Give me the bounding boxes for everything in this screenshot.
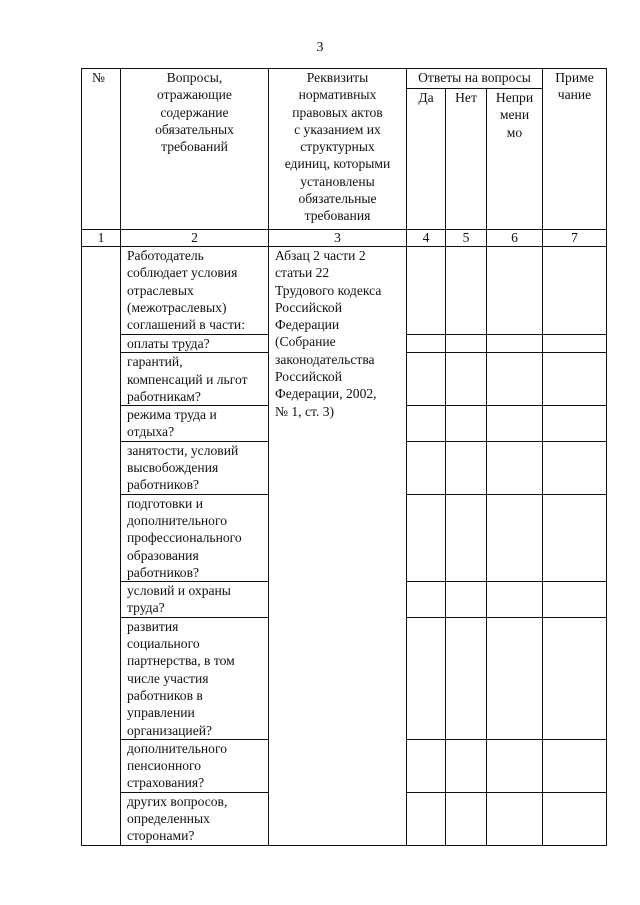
answer-na-cell xyxy=(487,617,543,739)
question-line: соблюдает условия xyxy=(127,265,238,281)
answer-yes-cell xyxy=(407,406,446,442)
answer-no-cell xyxy=(446,792,487,845)
question-line: подготовки и xyxy=(127,495,203,511)
answer-no-cell xyxy=(446,494,487,581)
requisites-line: Российской xyxy=(275,299,342,315)
answer-no-cell xyxy=(446,441,487,494)
question-line: гарантий, xyxy=(127,354,183,370)
note-cell xyxy=(543,739,607,792)
question-line: развития xyxy=(127,618,179,634)
question-line: сторонами? xyxy=(127,828,195,844)
question-line: отраслевых xyxy=(127,282,194,298)
header-answers-group: Ответы на вопросы xyxy=(407,69,543,89)
question-line: работников в xyxy=(127,687,203,703)
question-line: страхования? xyxy=(127,775,205,791)
header-questions xyxy=(121,69,269,230)
question-cell xyxy=(121,247,269,335)
header-note xyxy=(543,69,607,230)
table-row xyxy=(82,247,607,335)
answer-no-cell xyxy=(446,617,487,739)
answer-yes-cell xyxy=(407,494,446,581)
note-cell xyxy=(543,353,607,406)
question-line: занятости, условий xyxy=(127,442,239,458)
header-answer-no: Нет xyxy=(446,89,487,230)
answer-na-cell xyxy=(487,792,543,845)
note-cell xyxy=(543,792,607,845)
column-number: 6 xyxy=(487,230,543,247)
note-cell xyxy=(543,335,607,353)
question-cell xyxy=(121,441,269,494)
header-questions-line: отражающие xyxy=(157,87,232,103)
question-line: дополнительного xyxy=(127,512,228,528)
question-line: высвобождения xyxy=(127,460,219,476)
answer-yes-cell xyxy=(407,353,446,406)
question-line: труда? xyxy=(127,600,165,616)
question-line: условий и охраны xyxy=(127,583,231,599)
answer-no-cell xyxy=(446,406,487,442)
column-number: 7 xyxy=(543,230,607,247)
requisites-line: Федерации xyxy=(275,317,340,333)
question-cell xyxy=(121,353,269,406)
question-line: партнерства, в том xyxy=(127,653,235,669)
question-line: организацией? xyxy=(127,722,213,738)
question-line: образования xyxy=(127,547,199,563)
header-requisites-line: обязательные xyxy=(298,191,377,207)
question-line: работников? xyxy=(127,477,200,493)
question-cell xyxy=(121,617,269,739)
column-number: 4 xyxy=(407,230,446,247)
answer-na-cell xyxy=(487,441,543,494)
header-requisites xyxy=(269,69,407,230)
note-cell xyxy=(543,617,607,739)
question-line: других вопросов, xyxy=(127,793,228,809)
row-number-cell xyxy=(82,247,121,846)
header-requisites-line: единиц, которыми xyxy=(284,156,391,172)
note-cell xyxy=(543,247,607,335)
answer-na-cell xyxy=(487,406,543,442)
question-line: работников? xyxy=(127,564,200,580)
header-answer-na-line: Непри xyxy=(495,90,534,105)
question-line: социального xyxy=(127,636,200,652)
requisites-line: (Собрание xyxy=(275,334,336,350)
header-questions-line: требований xyxy=(161,139,228,155)
question-cell xyxy=(121,582,269,618)
header-requisites-line: структурных xyxy=(300,139,375,155)
question-cell xyxy=(121,406,269,442)
requisites-line: Абзац 2 части 2 xyxy=(275,248,366,263)
answer-na-cell xyxy=(487,582,543,618)
note-cell xyxy=(543,441,607,494)
note-cell xyxy=(543,494,607,581)
answer-yes-cell xyxy=(407,582,446,618)
header-note-line: Приме xyxy=(555,70,594,85)
header-number: № xyxy=(82,69,121,230)
question-cell xyxy=(121,494,269,581)
question-line: числе участия xyxy=(127,670,209,686)
answer-yes-cell xyxy=(407,792,446,845)
question-line: соглашений в части: xyxy=(127,317,245,333)
column-number: 2 xyxy=(121,230,269,247)
question-cell xyxy=(121,792,269,845)
column-number: 5 xyxy=(446,230,487,247)
header-answer-na xyxy=(487,89,543,230)
question-line: определенных xyxy=(127,811,210,827)
header-note-line: чание xyxy=(557,87,592,103)
header-requisites-line: с указанием их xyxy=(294,121,381,137)
question-line: компенсаций и льгот xyxy=(127,371,248,387)
column-number: 3 xyxy=(269,230,407,247)
question-line: Работодатель xyxy=(127,248,204,263)
header-requisites-line: установлены xyxy=(300,173,375,189)
answer-yes-cell xyxy=(407,739,446,792)
header-questions-line: обязательных xyxy=(155,121,234,137)
answer-na-cell xyxy=(487,739,543,792)
header-questions-line: Вопросы, xyxy=(166,70,223,85)
question-line: режима труда и xyxy=(127,407,217,423)
header-requisites-line: нормативных xyxy=(298,87,377,103)
question-cell xyxy=(121,335,269,353)
question-line: отдыха? xyxy=(127,424,175,440)
answer-na-cell xyxy=(487,247,543,335)
header-requisites-line: правовых актов xyxy=(292,104,383,120)
answer-yes-cell xyxy=(407,441,446,494)
requirements-table xyxy=(81,68,607,846)
header-requisites-line: Реквизиты xyxy=(306,70,369,85)
requisites-line: законодательства xyxy=(275,351,375,367)
header-answer-yes: Да xyxy=(407,89,446,230)
question-line: профессионального xyxy=(127,530,242,546)
note-cell xyxy=(543,582,607,618)
header-answer-na-line: мени xyxy=(499,107,530,123)
requisites-cell xyxy=(269,247,407,846)
question-line: работникам? xyxy=(127,388,201,404)
question-line: (межотраслевых) xyxy=(127,299,227,315)
answer-no-cell xyxy=(446,582,487,618)
answer-na-cell xyxy=(487,353,543,406)
requisites-line: Российской xyxy=(275,369,342,385)
requisites-line: статьи 22 xyxy=(275,265,330,281)
question-line: оплаты труда? xyxy=(127,336,210,351)
answer-yes-cell xyxy=(407,617,446,739)
answer-na-cell xyxy=(487,494,543,581)
question-line: управлении xyxy=(127,705,195,721)
question-line: пенсионного xyxy=(127,758,202,774)
header-requisites-line: требования xyxy=(304,208,371,224)
requisites-line: Федерации, 2002, xyxy=(275,386,377,402)
answer-no-cell xyxy=(446,247,487,335)
answer-no-cell xyxy=(446,353,487,406)
answer-no-cell xyxy=(446,739,487,792)
requisites-line: № 1, ст. 3) xyxy=(275,403,335,419)
answer-yes-cell xyxy=(407,335,446,353)
column-number: 1 xyxy=(82,230,121,247)
requisites-line: Трудового кодекса xyxy=(275,282,382,298)
answer-na-cell xyxy=(487,335,543,353)
header-answer-na-line: мо xyxy=(506,124,523,140)
question-line: дополнительного xyxy=(127,740,228,756)
question-cell xyxy=(121,739,269,792)
answer-no-cell xyxy=(446,335,487,353)
header-questions-line: содержание xyxy=(160,104,229,120)
answer-yes-cell xyxy=(407,247,446,335)
page-number: 3 xyxy=(316,40,324,55)
note-cell xyxy=(543,406,607,442)
